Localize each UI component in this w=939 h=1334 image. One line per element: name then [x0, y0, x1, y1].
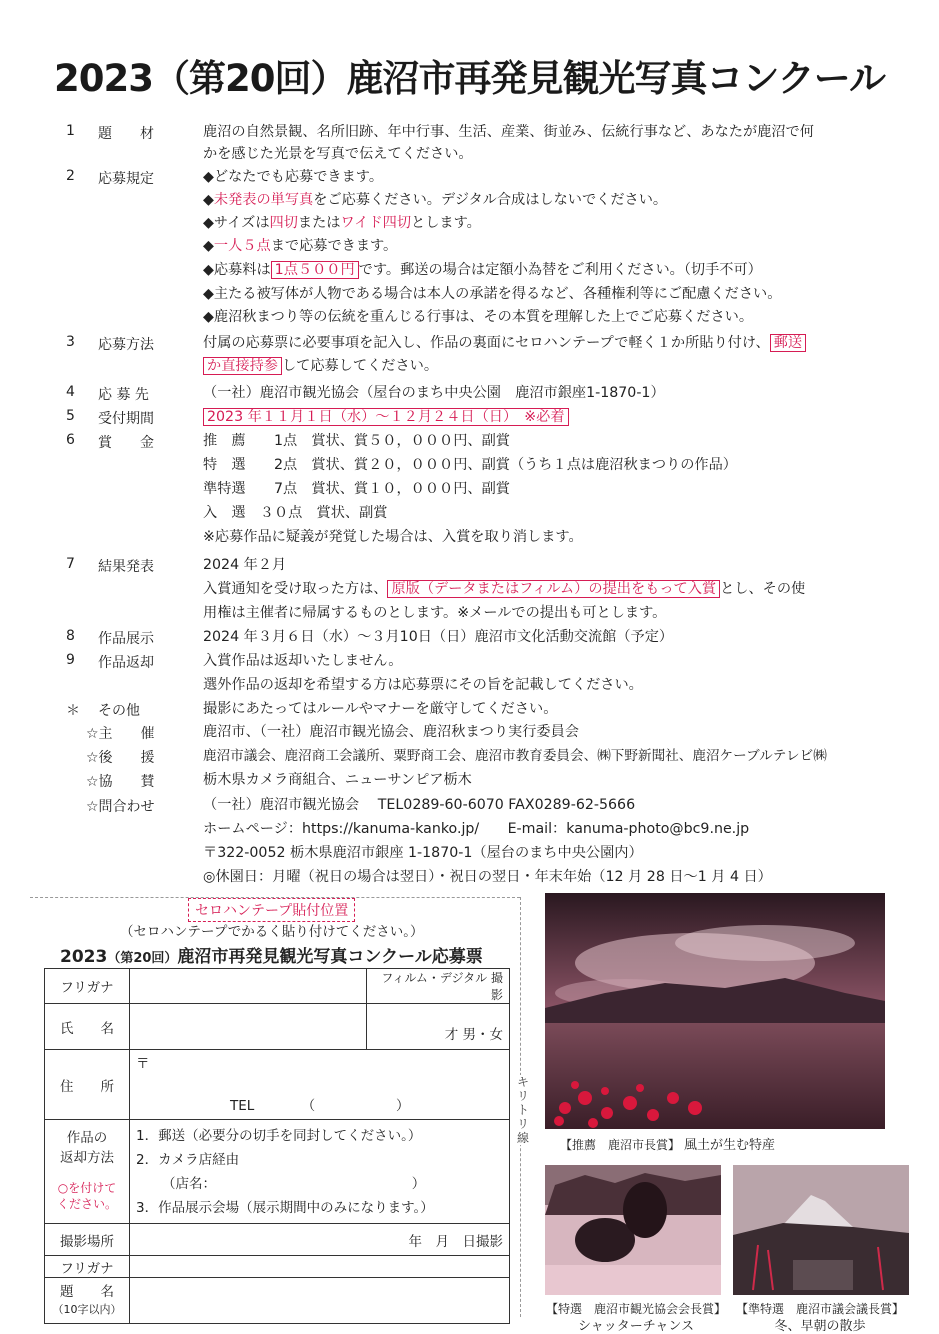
page-title: 2023（第20回）鹿沼市再発見観光写真コンクール [54, 57, 885, 100]
address-field[interactable] [130, 1050, 510, 1120]
form-title: 2023（第20回）鹿沼市再発見観光写真コンクール応募票 [60, 947, 483, 967]
return-option-mail[interactable]: 1．郵送（必要分の切手を同封してください。） [136, 1128, 422, 1144]
section-text: 用権は主催者に帰属するものとします。※メールでの提出も可とします。 [203, 605, 667, 621]
address: 〒322-0052 栃木県鹿沼市銀座 1-1870-1（屋台のまち中央公園内） [203, 845, 643, 861]
section-number: 6 [66, 432, 75, 448]
place-field[interactable] [130, 1224, 367, 1256]
prize-line: 推 薦 1点 賞状、賞５０，０００円、副賞 [203, 433, 510, 449]
name-field[interactable] [130, 1004, 367, 1050]
support-text: 鹿沼市議会、鹿沼商工会議所、粟野商工会、鹿沼市教育委員会、㈱下野新聞社、鹿沼ケーブルテレビ㈱ [203, 748, 827, 764]
section-label: 応 募 先 [98, 387, 149, 403]
section-number: 3 [66, 334, 75, 350]
section-text: 付属の応募票に必要事項を記入し、作品の裏面にセロハンテープで軽く１か所貼り付け、 郵送 [203, 332, 806, 354]
age-sex-field[interactable]: 才 男・女 [367, 1004, 510, 1050]
section-label: 結果発表 [98, 559, 154, 575]
prize-line: 準特選 7点 賞状、賞１０，０００円、副賞 [203, 481, 510, 497]
section-text: 鹿沼の自然景観、名所旧跡、年中行事、生活、産業、街並み、伝統行事など、あなたが鹿沼で何 [203, 124, 814, 140]
tel-label: TEL （ ） [230, 1098, 410, 1114]
section-number: 8 [66, 628, 75, 644]
section-label: 賞 金 [98, 435, 154, 451]
section-number: 4 [66, 384, 75, 400]
rule-line: ◆主たる被写体が人物である場合は本人の承諾を得るなど、各種権利等にご配慮ください。 [203, 286, 782, 302]
holiday: ◎休園日：月曜（祝日の場合は翌日）・祝日の翌日・年末年始（12 月 28 日～1 月 4 日） [203, 869, 772, 885]
rule-line: ◆応募料は 1点５００円 です。郵送の場合は定額小為替をご利用ください。（切手不可） [203, 262, 762, 278]
section-number: ＊ [66, 703, 80, 719]
film-digital-label[interactable]: フィルム・デジタル 撮影 [367, 969, 510, 1004]
section-label: 受付期間 [98, 411, 154, 427]
rule-line: ◆どなたでも応募できます。 [203, 169, 384, 185]
tape-position-label: セロハンテープ貼付位置 [188, 898, 355, 922]
host-label: ☆主 催 [86, 726, 155, 742]
photo3-title: 冬、早朝の散歩 [774, 1319, 866, 1334]
section-label: その他 [98, 703, 140, 719]
photo1-title: 風土が生む特産 [684, 1138, 776, 1153]
section-text: 選外作品の返却を希望する方は応募票にその旨を記載してください。 [203, 677, 643, 693]
work-title-field[interactable] [130, 1278, 510, 1324]
photo-semi-special [733, 1165, 909, 1295]
furigana-field[interactable] [130, 969, 367, 1004]
section-number: 9 [66, 652, 75, 668]
section-number: 5 [66, 408, 75, 424]
photo3-award: 【準特選 鹿沼市議会議長賞】 [735, 1302, 904, 1316]
name-label: 氏 名 [45, 1004, 130, 1050]
prize-note: ※応募作品に疑義が発覚した場合は、入賞を取り消します。 [203, 529, 583, 545]
section-number: 1 [66, 123, 75, 139]
section-number: 7 [66, 556, 75, 572]
support-label: ☆後 援 [86, 750, 155, 766]
section-label: 作品返却 [98, 655, 154, 671]
tape-note: （セロハンテープでかるく貼り付けてください。） [120, 924, 424, 940]
return-method-label: 作品の 返却方法 ○を付けて ください。 [45, 1120, 130, 1224]
date-field[interactable]: 年 月 日撮影 [367, 1224, 510, 1256]
section-text: かを感じた光景を写真で伝えてください。 [203, 146, 473, 162]
section-text: 撮影にあたってはルールやマナーを厳守してください。 [203, 701, 558, 717]
section-label: 応募規定 [98, 171, 154, 187]
photo2-award: 【特選 鹿沼市観光協会会長賞】 [545, 1302, 726, 1316]
return-method-options[interactable] [130, 1120, 510, 1224]
return-option-venue[interactable]: 3．作品展示会場（展示期間中のみになります。） [136, 1200, 434, 1216]
contact-label: ☆問合わせ [86, 799, 155, 815]
entry-form [44, 968, 510, 1324]
section-text: 2024 年２月 [203, 557, 287, 573]
section-text: 入賞作品は返却いたしません。 [203, 653, 403, 669]
prize-line: 入 選 ３０点 賞状、副賞 [203, 505, 388, 521]
rule-line: ◆未発表の単写真をご応募ください。デジタル合成はしないでください。 [203, 192, 668, 208]
cut-label: キリトリ線 [516, 1075, 529, 1145]
photo-special [545, 1165, 721, 1295]
address-label: 住 所 [45, 1050, 130, 1120]
shop-name-field[interactable]: （店名： ） [162, 1176, 426, 1192]
postal-mark: 〒 [136, 1056, 150, 1072]
section-text: 2023 年１１月１日（水）～１２月２４日（日） ※必着 [203, 406, 569, 428]
web-email: ホームページ：https://kanuma-kanko.jp/ E-mail：kanuma-photo@bc9.ne.jp [203, 821, 750, 837]
section-text: か直接持参 して応募してください。 [203, 355, 438, 377]
place-label: 撮影場所 [45, 1224, 130, 1256]
section-label: 作品展示 [98, 631, 154, 647]
sponsor-text: 栃木県カメラ商組合、ニューサンピア栃木 [203, 772, 472, 788]
furigana2-label: フリガナ [45, 1256, 130, 1278]
section-label: 応募方法 [98, 337, 154, 353]
host-text: 鹿沼市、（一社）鹿沼市観光協会、鹿沼秋まつり実行委員会 [203, 724, 579, 740]
section-text: （一社）鹿沼市観光協会（屋台のまち中央公園 鹿沼市銀座1-1870-1） [203, 385, 665, 401]
photo-recommend [545, 893, 885, 1129]
section-text: 2024 年３月６日（水）～３月10日（日）鹿沼市文化活動交流館（予定） [203, 629, 674, 645]
rule-line: ◆一人５点まで応募できます。 [203, 238, 398, 254]
photo2-title: シャッターチャンス [578, 1319, 694, 1334]
prize-line: 特 選 2点 賞状、賞２０，０００円、副賞（うち１点は鹿沼秋まつりの作品） [203, 457, 737, 473]
section-number: 2 [66, 168, 75, 184]
rule-line: ◆サイズは四切またはワイド四切とします。 [203, 215, 481, 231]
section-label: 題 材 [98, 126, 154, 142]
return-option-camera-shop[interactable]: 2．カメラ店経由 [136, 1152, 240, 1168]
photo1-award: 【推薦 鹿沼市長賞】 [560, 1138, 681, 1152]
furigana-label: フリガナ [45, 969, 130, 1004]
work-title-label: 題 名 （10字以内） [45, 1278, 130, 1324]
section-text: 入賞通知を受け取った方は、 原版（データまたはフィルム）の提出をもって入賞 とし、その使 [203, 581, 806, 597]
sponsor-label: ☆協 賛 [86, 774, 155, 790]
furigana2-field[interactable] [130, 1256, 510, 1278]
contact-text: （一社）鹿沼市観光協会 TEL0289-60-6070 FAX0289-62-5666 [203, 797, 636, 813]
rule-line: ◆鹿沼秋まつり等の伝統を重んじる行事は、その本質を理解した上でご応募ください。 [203, 309, 754, 325]
